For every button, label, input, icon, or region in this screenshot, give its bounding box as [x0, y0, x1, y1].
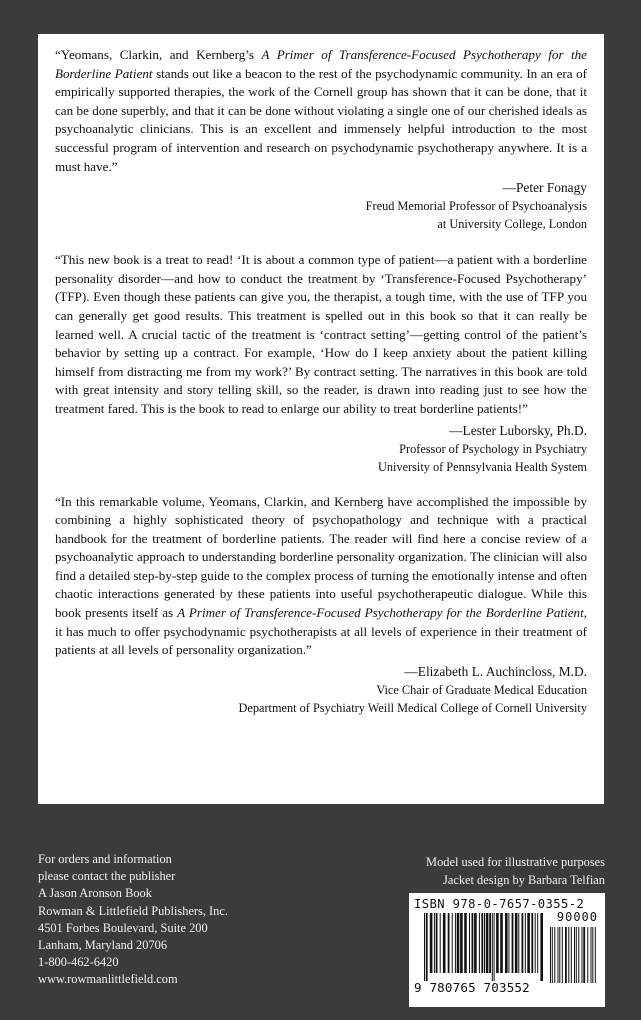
publisher-imprint: A Jason Aronson Book	[38, 886, 152, 901]
barcode-bar	[434, 913, 435, 973]
attribution-luborsky	[55, 422, 587, 476]
barcode-bar	[496, 913, 499, 973]
barcode-bar	[443, 913, 446, 973]
barcode-bar	[559, 927, 560, 983]
publisher-name: Rowman & Littlefield Publishers, Inc.	[38, 903, 228, 918]
barcode-bar	[568, 927, 569, 983]
attribution-fonagy	[55, 179, 587, 233]
ean-barcode-bars	[424, 913, 544, 981]
barcode-bar	[531, 913, 533, 973]
model-credit: Model used for illustrative purposes	[426, 855, 605, 869]
cover-credits	[426, 854, 605, 890]
endorsement-quote-auchincloss: “In this remarkable volume, Yeomans, Clarkin, and Kernberg have accomplished the impossible by combining a highly sophisticated theory of psychopathology and technique with a practical handbook for the treatment of borderline patients. The reader will find here a concise review of a psychoanalytic approach to understanding borderline personality organization. The clinician will also find a detailed step-by-step guide to the complex process of turning the emotionally intense and often chaotic interactions generated by these patients into useful psychotherapeutic dialogue. While this book presents itself as A Primer of Transference-Focused Psychotherapy for the Borderline Patient, it has much to offer psychodynamic psychotherapists at all levels of experience in their treatment of patients at all levels of personality organization.”	[55, 493, 588, 658]
barcode-bar	[550, 927, 551, 983]
jacket-credit: Jacket design by Barbara Telfian	[443, 872, 605, 887]
barcode-bar	[571, 927, 572, 983]
ean-digits: 9 780765 703552	[414, 980, 530, 995]
publisher-city: Lanham, Maryland 20706	[38, 938, 168, 953]
barcode-bar	[479, 913, 480, 973]
barcode-bar	[537, 913, 538, 973]
barcode-bar	[500, 913, 503, 973]
barcode-bar	[489, 913, 491, 973]
barcode-bar	[562, 927, 563, 983]
barcode-bar	[436, 913, 438, 973]
barcode-bar	[565, 927, 567, 983]
publisher-phone: 1-800-462-6420	[38, 955, 119, 970]
endorser-affiliation: at University College, London	[437, 217, 587, 232]
addon-barcode-bars	[550, 927, 596, 983]
barcode-bar	[460, 913, 463, 973]
barcode-area	[414, 910, 600, 995]
endorsement-quote-luborsky: “This new book is a treat to read! ‘It is about a common type of patient—a patient with a borderline personality disorder—and how to conduct the treatment by ‘Transference-Focused Psychotherapy’ (TFP). Even though these patients can give you, the therapist, a tough time, with the use of TFP you can generally get good results. This treatment is spelled out in this book so that it can really be learned well. A crucial tactic of the treatment is ‘contract setting’—getting control of the patient’s behavior by setting up a contract. For example, ‘How do I keep anxiety about the patient killing himself from distracting me from my work?’ By contract setting. The narratives in this book are told with great intensity and story telling skill, so the reader, is drawn into reading just to see how the treatment fared. This is the book to read to enlarge our ability to treat borderline patients!”	[55, 252, 587, 416]
barcode-bar	[515, 913, 518, 973]
barcode-bar	[512, 913, 514, 973]
endorser-name: —Elizabeth L. Auchincloss, M.D.	[404, 663, 587, 679]
barcode-bar	[469, 913, 470, 973]
barcode-bar	[522, 913, 524, 973]
barcode-bar	[494, 913, 495, 981]
endorser-title: Freud Memorial Professor of Psychoanalysis	[365, 199, 587, 214]
barcode-bar	[486, 913, 489, 973]
barcode-bar	[587, 927, 588, 983]
barcode-addon-number: 90000	[556, 910, 598, 924]
barcode-bar	[554, 927, 555, 983]
barcode-bar	[576, 927, 577, 983]
endorsements-panel	[38, 34, 604, 804]
publisher-contact	[38, 851, 228, 989]
barcode-bar	[505, 913, 508, 973]
barcode-bar	[578, 927, 579, 983]
barcode-bar	[481, 913, 483, 973]
barcode-bar	[452, 913, 453, 973]
isbn-text: ISBN 978-0-7657-0355-2	[414, 897, 585, 911]
endorser-name: —Peter Fonagy	[502, 180, 587, 196]
barcode-bar	[484, 913, 485, 973]
barcode-bar	[540, 913, 543, 981]
barcode-bar	[448, 913, 450, 973]
endorser-affiliation: University of Pennsylvania Health System	[377, 459, 587, 474]
endorser-title: Professor of Psychology in Psychiatry	[399, 441, 587, 456]
endorser-name: —Lester Luborsky, Ph.D.	[449, 422, 587, 438]
barcode-bar	[582, 927, 583, 983]
publisher-website: www.rowmanlittlefield.com	[38, 972, 178, 987]
barcode-bar	[535, 913, 536, 973]
barcode-bar	[472, 913, 474, 973]
publisher-line: please contact the publisher	[38, 869, 176, 884]
barcode-bar	[558, 927, 559, 983]
barcode-bar	[457, 913, 460, 973]
barcode-bar	[508, 913, 509, 973]
barcode-bar	[525, 913, 526, 973]
barcode-bar	[518, 913, 519, 973]
publisher-address: 4501 Forbes Boulevard, Suite 200	[38, 920, 208, 935]
barcode-bar	[440, 913, 441, 973]
isbn-barcode	[409, 893, 605, 1007]
barcode-bar	[430, 913, 433, 973]
barcode-bar	[592, 927, 593, 983]
barcode-bar	[424, 913, 425, 981]
endorser-affiliation: Department of Psychiatry Weill Medical College of Cornell University	[238, 700, 587, 715]
barcode-bar	[591, 927, 592, 983]
barcode-bar	[492, 913, 493, 981]
endorser-title: Vice Chair of Graduate Medical Education	[376, 682, 587, 697]
barcode-bar	[574, 927, 575, 983]
barcode-bar	[552, 927, 553, 983]
endorsement-quote-fonagy: “Yeomans, Clarkin, and Kernberg’s A Primer of Transference-Focused Psychotherapy for the Borderline Patient stands out like a beacon to the rest of the psychodynamic community. In an era of empirically supported therapies, the work of the Cornell group has shown that it can be done, that it can be done superbly, and that it can be done without violating a single one of our cherished ideals as psychoanalytic clinicians. This is an excellent and immensely helpful introduction to the most successful program of intervention and research on psychodynamic psychotherapy anywhere. It is a must have.”	[55, 47, 587, 174]
barcode-bar	[595, 927, 596, 983]
barcode-bar	[583, 927, 585, 983]
barcode-bar	[426, 913, 428, 981]
publisher-line: For orders and information	[38, 852, 172, 866]
attribution-auchincloss	[55, 663, 587, 717]
barcode-bar	[464, 913, 467, 973]
barcode-bar	[474, 913, 477, 973]
barcode-bar	[455, 913, 456, 973]
barcode-bar	[527, 913, 530, 973]
